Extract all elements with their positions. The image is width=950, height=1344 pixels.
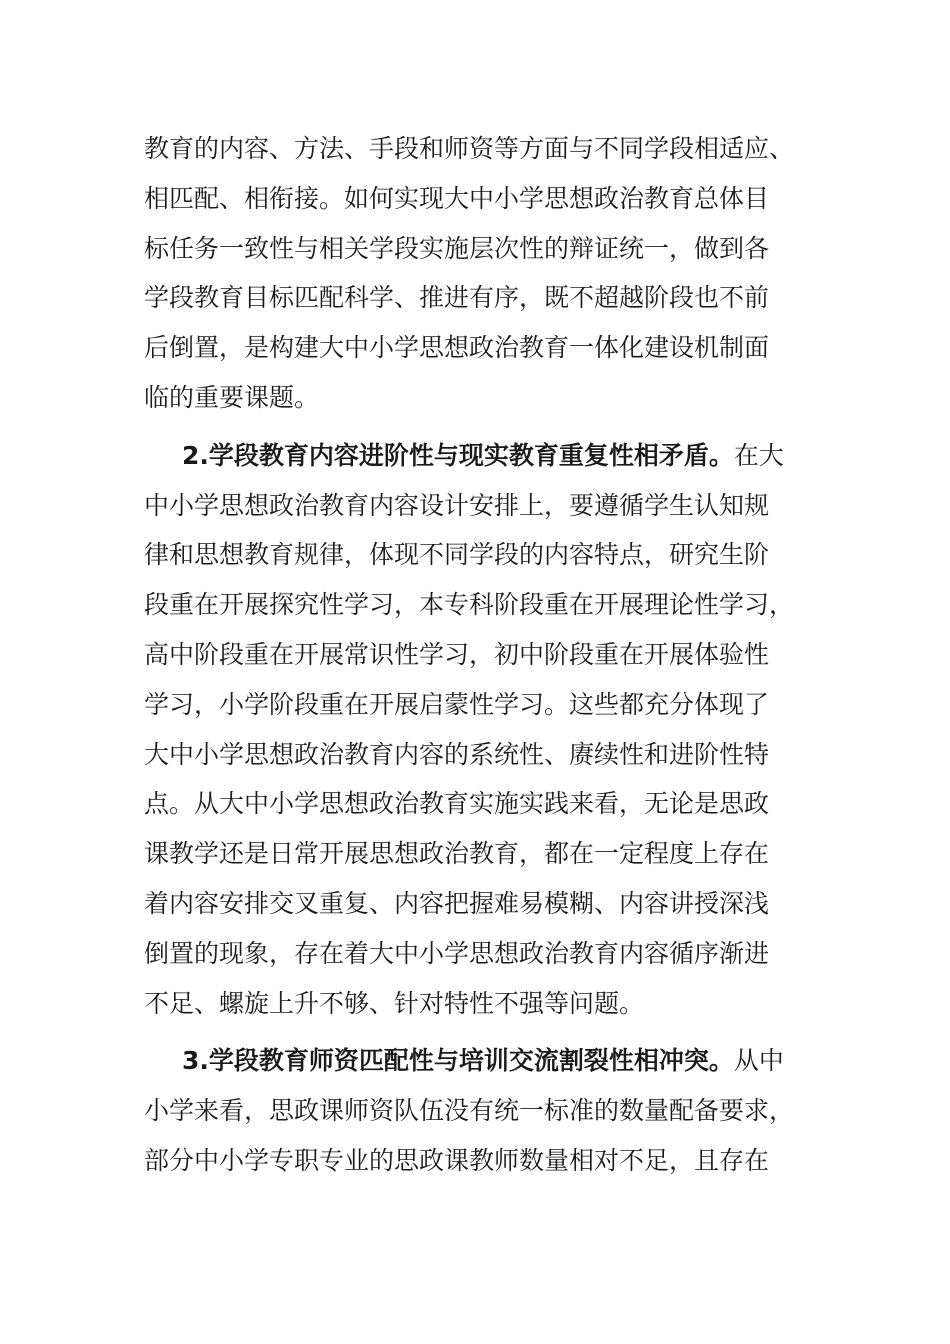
text-line: 中小学思想政治教育内容设计安排上，要遵循学生认知规 xyxy=(144,490,770,520)
text-line: 不足、螺旋上升不够、针对特性不强等问题。 xyxy=(144,988,645,1018)
text-fragment: 在大 xyxy=(733,440,784,470)
paragraph-3 xyxy=(144,1036,806,1185)
paragraph-first-line xyxy=(144,1036,806,1086)
section-heading: 3.学段教育师资匹配性与培训交流割裂性相冲突。 xyxy=(182,1046,734,1076)
text-line: 小学来看，思政课师资队伍没有统一标准的数量配备要求， xyxy=(144,1096,795,1126)
text-line: 大中小学思想政治教育内容的系统性、赓续性和进阶性特 xyxy=(144,739,770,769)
text-line: 高中阶段重在开展常识性学习，初中阶段重在开展体验性 xyxy=(144,639,770,669)
text-line: 相匹配、相衔接。如何实现大中小学思想政治教育总体目 xyxy=(144,183,770,213)
text-line: 学习，小学阶段重在开展启蒙性学习。这些都充分体现了 xyxy=(144,689,770,719)
paragraph-first-line xyxy=(144,431,806,481)
paragraph-2 xyxy=(144,431,806,1029)
text-line: 学段教育目标匹配科学、推进有序，既不超越阶段也不前 xyxy=(144,283,770,313)
section-heading: 2.学段教育内容进阶性与现实教育重复性相矛盾。 xyxy=(182,440,734,470)
text-line: 标任务一致性与相关学段实施层次性的辩证统一，做到各 xyxy=(144,233,770,263)
paragraph-1 xyxy=(144,124,806,423)
text-line: 着内容安排交叉重复、内容把握难易模糊、内容讲授深浅 xyxy=(144,888,770,918)
text-line: 段重在开展探究性学习，本专科阶段重在开展理论性学习， xyxy=(144,590,795,620)
text-line: 点。从大中小学思想政治教育实施实践来看，无论是思政 xyxy=(144,789,770,819)
text-line: 倒置的现象，存在着大中小学思想政治教育内容循序渐进 xyxy=(144,938,770,968)
text-line: 课教学还是日常开展思想政治教育，都在一定程度上存在 xyxy=(144,839,770,869)
document-page xyxy=(144,124,806,1186)
text-line: 部分中小学专职专业的思政课教师数量相对不足，且存在 xyxy=(144,1145,770,1175)
text-line: 后倒置，是构建大中小学思想政治教育一体化建设机制面 xyxy=(144,333,770,363)
text-line: 律和思想教育规律，体现不同学段的内容特点，研究生阶 xyxy=(144,540,770,570)
text-fragment: 从中 xyxy=(733,1046,784,1076)
text-line: 临的重要课题。 xyxy=(144,382,320,412)
text-line: 教育的内容、方法、手段和师资等方面与不同学段相适应、 xyxy=(144,134,795,163)
